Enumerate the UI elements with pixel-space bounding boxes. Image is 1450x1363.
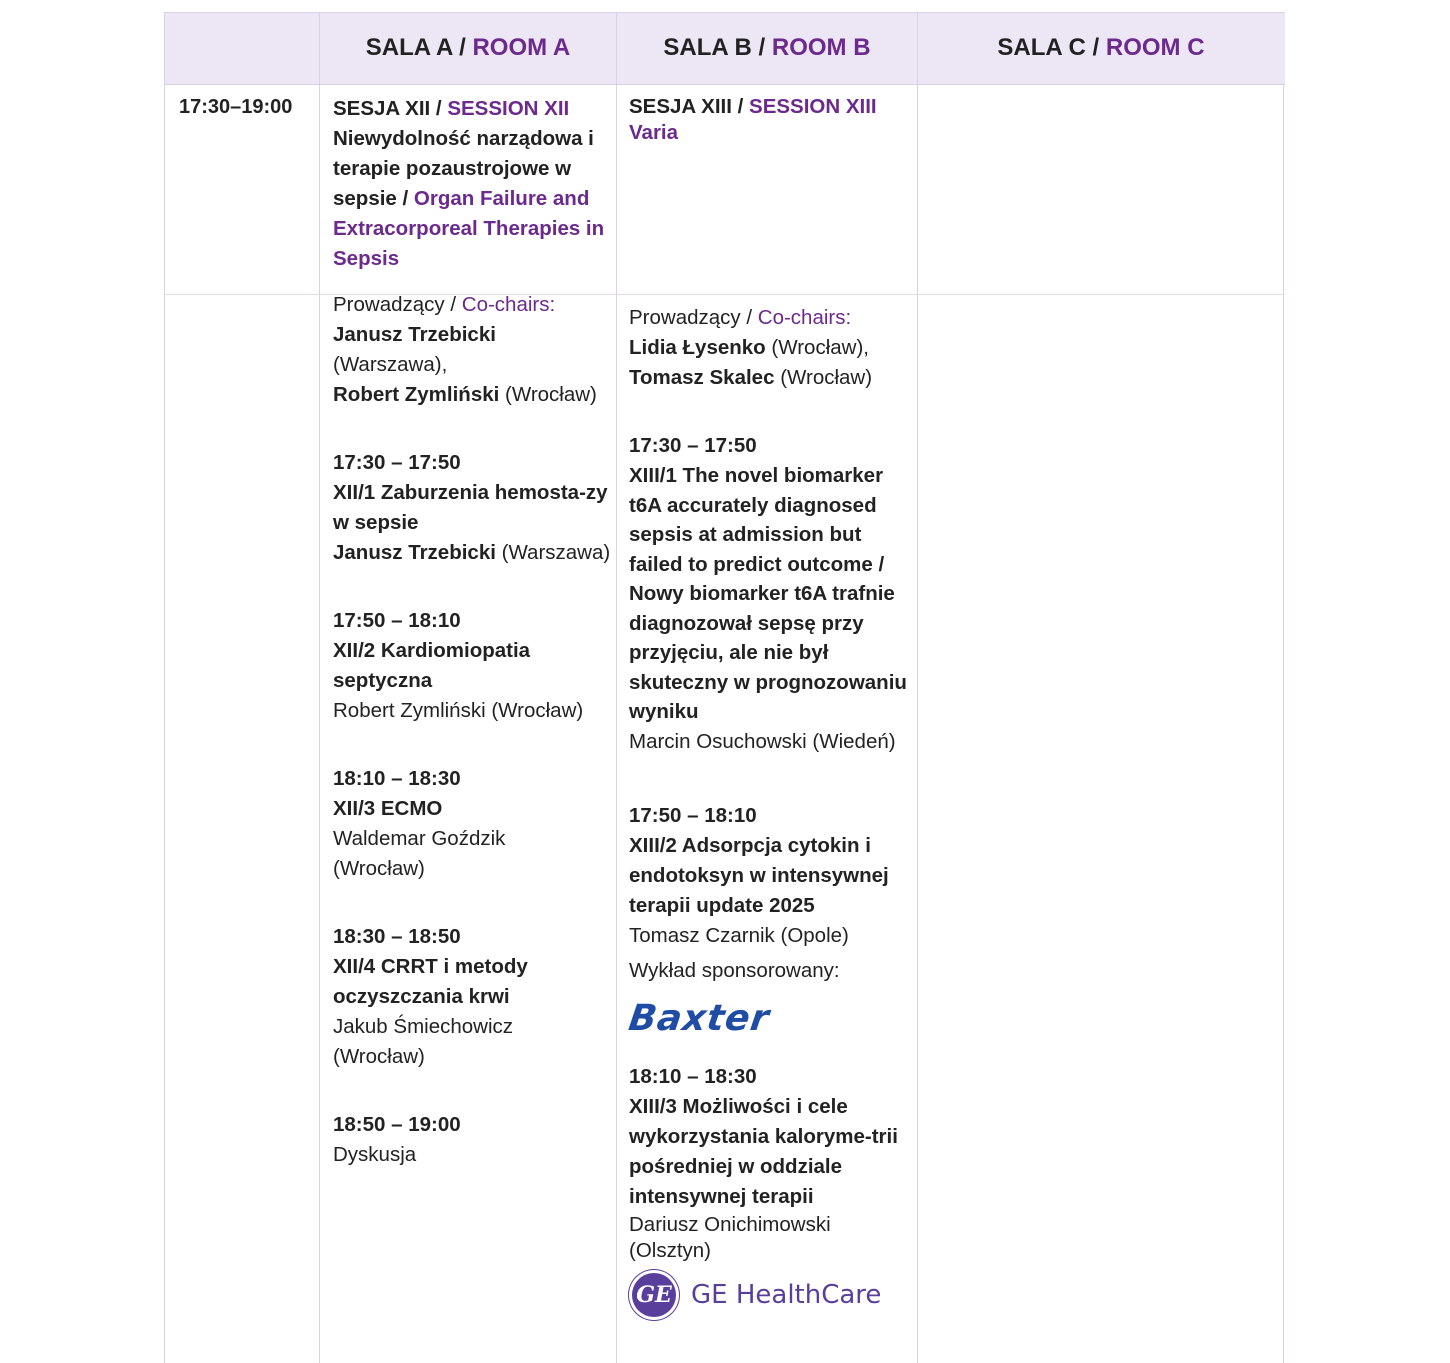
talk: 17:30 – 17:50 XIII/1 The novel biomarker t6A accurately diagnosed sepsis at admission but failed to predict outcome / Nowy biomarker t6A trafnie diagnozował sepsę przy przyjęciu, ale nie był skuteczny w prognozowaniu wyniku Marcin Osuchowski (Wiedeń) [629,434,907,753]
chair: Lidia Łysenko (Wrocław), [629,336,869,359]
session-title-en: Organ Failure and Extracorporeal Therapies in Sepsis [333,187,605,270]
column-divider [319,12,320,1363]
talk: 18:50 – 19:00 Dyskusja [333,1113,461,1166]
talk: 17:50 – 18:10 XII/2 Kardiomiopatia septyczna Robert Zymliński (Wrocław) [333,609,584,722]
time-slot: 17:30–19:00 [179,96,293,118]
talk: 18:30 – 18:50 XII/4 CRRT i metody oczyszczania krwi Jakub Śmiechowicz (Wrocław) [333,925,528,1068]
room-a-session: SESJA XII / SESSION XII Niewydolność narządowa i terapie pozaustrojowe w sepsie / Organ Failure and Extracorporeal Therapies in Sepsis [333,97,605,270]
session-title-pl: Niewydolność narządowa i terapie pozaustrojowe w sepsie [333,127,594,210]
room-b-session: SESJA XIII / SESSION XIII Varia [629,94,914,146]
ge-monogram-icon: GE [629,1270,679,1320]
chair: Robert Zymliński (Wrocław) [333,383,597,406]
session-title-en: Varia [629,121,679,144]
talk: 18:10 – 18:30 XIII/3 Możliwości i cele wykorzystania kaloryme-trii pośredniej w oddziale intensywnej terapii Dariusz Onichimowski (Olsztyn) [629,1064,898,1262]
chair: Janusz Trzebicki (Warszawa), [333,323,496,376]
talk: 18:10 – 18:30 XII/3 ECMO Waldemar Goździk (Wrocław) [333,767,506,880]
column-divider [917,12,918,1363]
room-a-header: SALA A / ROOM A [365,34,571,61]
talk: 17:50 – 18:10 XIII/2 Adsorpcja cytokin i endotoksyn w intensywnej terapii update 2025 Tomasz Czarnik (Opole) Wykład sponsorowany: [629,803,889,982]
room-c-header: SALA C / ROOM C [997,34,1205,61]
baxter-logo: Baxter [626,997,773,1039]
chairs-label: Prowadzący / Co-chairs: [333,293,556,316]
talk: 17:30 – 17:50 XII/1 Zaburzenia hemosta-zy w sepsie Janusz Trzebicki (Warszawa) [333,451,611,564]
chairs-label: Prowadzący / Co-chairs: [629,306,852,329]
ge-healthcare-logo: GE GE HealthCare [629,1270,914,1320]
room-a-program [333,290,615,1170]
room-b-program [626,303,914,1320]
room-b-header: SALA B / ROOM B [663,34,871,61]
chair: Tomasz Skalec (Wrocław) [629,366,873,389]
column-divider [616,12,617,1363]
